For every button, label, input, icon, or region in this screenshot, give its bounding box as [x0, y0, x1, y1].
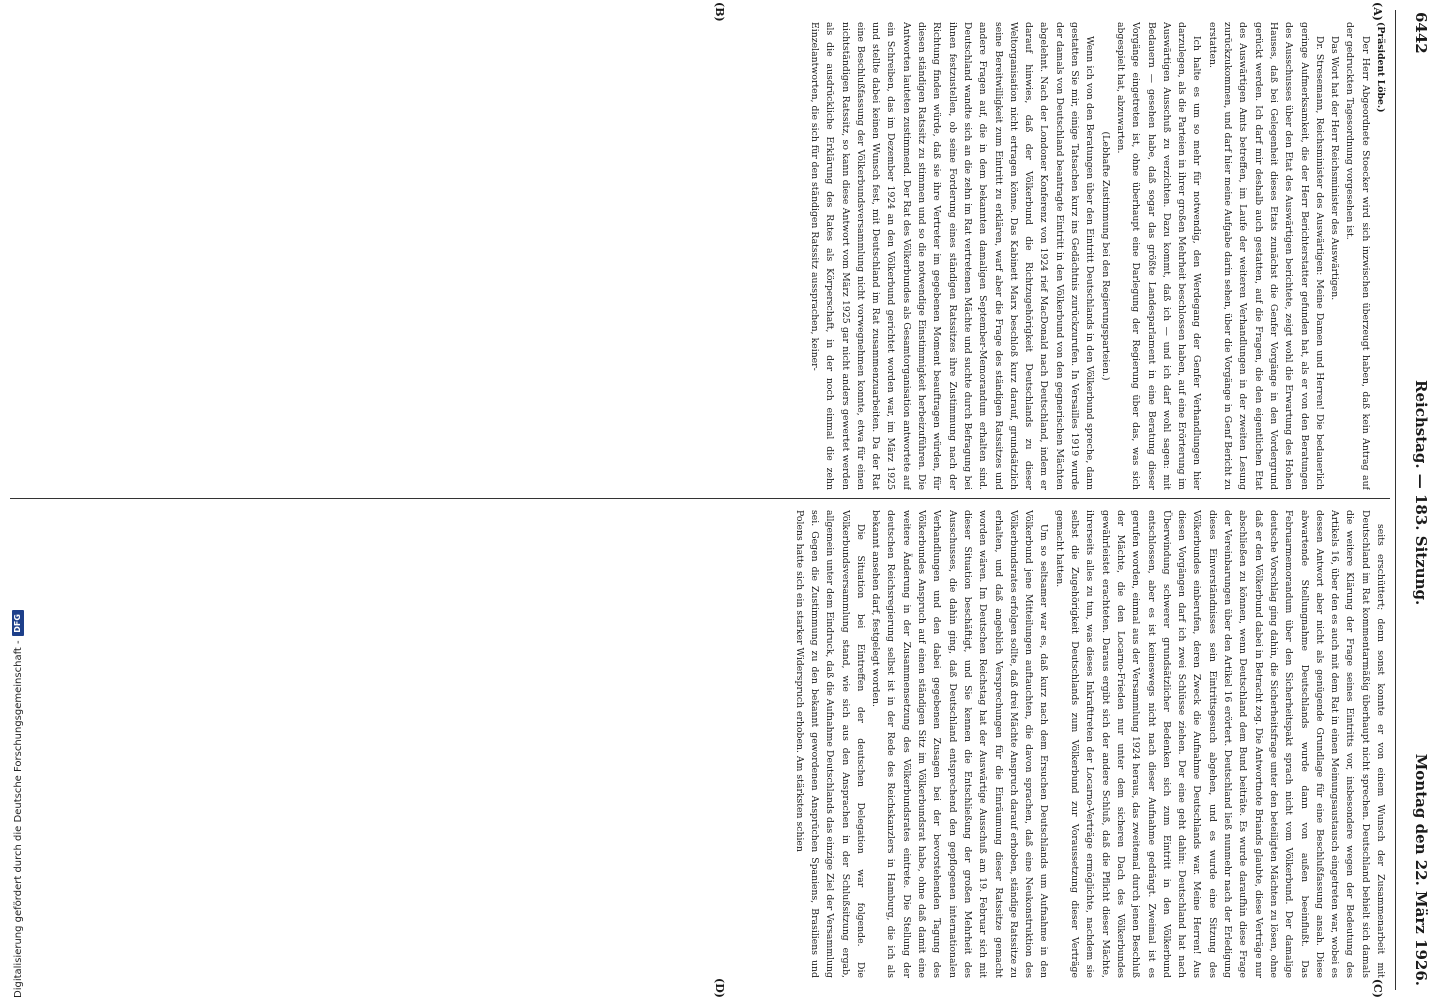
left-column — [8, 22, 1388, 490]
paragraph: Ich halte es um so mehr für notwendig, den Werdegang der Genfer Verhandlungen hier darzulegen, als die Parteien in ihrer großen Mehrheit beschlossen haben, auf eine Erörterung im Auswärtigen Ausschuß zu verzichten. Dazu kommt, daß ich — und ich darf wohl sagen: mit Bedauern — gesehen habe, daß sogar das größte Landesparlament in eine Beratung dieser Vorgänge eingetreten ist, ohne überhaupt eine Darlegung der Regierung über das, was sich abgespielt hat, abzuwarten. — [1114, 22, 1203, 490]
paragraph: Das Wort hat der Herr Reichsminister des Auswärtigen. — [1329, 36, 1341, 301]
credit-text: Digitalisierung gefördert durch die Deutsche Forschungsgemeinschaft - — [12, 640, 24, 998]
paragraph: (Präsident Löbe.) — [1375, 22, 1386, 113]
margin-marker-d: (D) — [713, 978, 726, 998]
header-center: Reichstag. — 183. Sitzung. — [1412, 380, 1430, 606]
margin-marker-c: (C) — [1371, 978, 1384, 998]
paragraph: Um so seltsamer war es, daß kurz nach dem Ersuchen Deutschlands um Aufnahme in den Völkerbund jene Mitteilungen auftauchten, die davon sprachen, daß eine Neukonstruktion des Völkerbundsrates erfolgen sollte, daß drei Mächte Anspruch darauf erhoben, ständige Ratssitze zu erhalten, und daß angeblich Versprechungen für die Einräumung dieser Ratssitze gemacht worden wären. Im Deutschen Reichstag hat der Auswärtige Ausschuß am 19. Februar sich mit dieser Situation beschäftigt, und Sie kennen die Entschließung der großen Mehrheit des Ausschusses, die dahin ging, daß Deutschland entsprechend den gepflogenen internationalen Verhandlungen und den dabei gegebenen Zusagen bei der bevorstehenden Tagung des Völkerbundes Anspruch auf einen ständigen Sitz im Völkerbundsrat habe, ohne daß damit eine weitere Änderung in der Zusammensetzung des Völkerbundsrates eintrete. Die Stellung der deutschen Reichsregierung selbst ist in der Rede des Reichskanzlers in Hamburg, die ich als bekannt ansehen darf, festgelegt worden. — [870, 510, 1050, 978]
paragraph: Die Situation bei Eintreffen der deutschen Delegation war folgende. Die Völkerbundsversammlung stand, wie sich aus den Ansprachen in der Schlußsitzung ergab, allgemein unter dem Eindruck, daß die Aufnahme Deutschlands das einzige Ziel der Versammlung sei. Gegen die Zustimmung zu den bekannt gewordenen Ansprüchen Spaniens, Brasiliens und Polens hatte sich ein starker Widerspruch erhoben. Am stärksten schien — [793, 510, 866, 978]
header-date: Montag den 22. März 1926. — [1412, 753, 1430, 986]
right-column — [8, 510, 1388, 978]
header-rule — [1395, 10, 1396, 990]
dfg-logo: DFG — [12, 610, 24, 636]
column-rule — [10, 498, 1390, 499]
paragraph: Dr. Stresemann, Reichsminister des Auswärtigen: Meine Damen und Herren! Die bedauerlich geringe Aufmerksamkeit, die der Herr Berichterstatter gefunden hat, als er von den Beratungen des Ausschusses über den Etat des Auswärtigen berichtete, zeigt wohl die Erwartung des Hohen Hauses, daß bei Gelegenheit dieses Etats zunächst die Genfer Vorgänge in den Vordergrund gerückt werden. Ich darf mir deshalb auch gestatten, auf die Fragen, die den eigentlichen Etat des Auswärtigen Amts betreffen, im Laufe der weiteren Verhandlungen in der zweiten Lesung zurückzukommen, und darf hier meine Aufgabe darin sehen, über die Vorgänge in Genf Bericht zu erstatten. — [1206, 22, 1325, 490]
paragraph: (Lebhafte Zustimmung bei den Regierungsparteien.) — [1099, 131, 1111, 381]
page-number: 6442 — [1412, 12, 1430, 54]
paragraph: seits erschüttert; denn sonst konnte er von einem Wunsch der Zusammenarbeit mit Deutschland im Rat kommentarmäßig überhaupt nicht sprechen. Deutschland behielt sich damals die weitere Klärung der Frage seines Eintritts vor, insbesondere wegen der Bedeutung des Artikels 16, über den es auch mit dem Rat in einen Meinungsaustausch eingetreten war, wobei es dessen Antwort aber nicht als genügende Grundlage für eine Beschlußfassung ansah. Diese abwartende Stellungnahme Deutschlands wurde dann von außen beeinflußt. Das Februarmemorandum über den Sicherheitspakt sprach nicht vom Völkerbund. Der damalige deutsche Vorschlag ging dahin, die Sicherheitsfrage unter den beteiligten Mächten zu lösen, ohne daß er den Völkerbund dabei in Betracht zog. Die Antwortnote Briands glaubte, diese Verträge nur abschließen zu können, wenn Deutschland dem Bund beiträte. Es wurde daraufhin diese Frage der Vereinbarungen über den Artikel 16 erörtert. Deutschland ließ nunmehr nach der Erledigung dieses Einverständnisses sein Eintrittsgesuch abgehen, und es wurde eine Sitzung des Völkerbundes einberufen, deren Zweck die Aufnahme Deutschlands war. Meine Herren! Aus diesen Vorgängen darf ich zwei Schlüsse ziehen. Der eine geht dahin: Deutschland hat nach Überwindung schwerer grundsätzlicher Bedenken sich zum Eintritt in den Völkerbund entschlossen, aber es ist keineswegs nicht nach dieser Aufnahme gedrängt. Zweimal ist es gerufen worden, einmal aus der Versammlung 1924 heraus, das zweitemal durch jenen Beschluß der Mächte, die den Locarno-Frieden nur unter dem sicheren Dach des Völkerbundes gewährleistet erachteten. Daraus ergibt sich der andere Schluß, daß die Pflicht dieser Mächte, ihrerseits alles zu tun, was dieses Inkrafttreten der Locarno-Verträge ermöglichte, nachdem sie selbst die Zugehörigkeit Deutschlands zum Völkerbund zur Voraussetzung dieser Verträge gemacht hatten. — [1053, 510, 1386, 978]
margin-marker-a: (A) — [1371, 2, 1384, 21]
credit-strip — [12, 610, 24, 998]
paragraph: Der Herr Abgeordnete Stoecker wird sich inzwischen überzeugt haben, daß kein Antrag auf der gedruckten Tagesordnung vorgesehen ist. — [1344, 22, 1371, 490]
paragraph: Wenn ich von den Beratungen über den Eintritt Deutschlands in den Völkerbund spreche, dann gestatten Sie mir, einige Tatsachen kurz ins Gedächtnis zurückzurufen. In Versailles 1919 wurde der damals von Deutschland beantragte Eintritt in den Völkerbund von den gegnerischen Mächten abgelehnt. Nach der Londoner Konferenz von 1924 rief MacDonald nach Deutschland, indem er darauf hinwies, daß der Völkerbund die Richtzugehörigkeit Deutschlands zu dieser Weltorganisation nicht ertragen könne. Das Kabinett Marx beschloß kurz darauf, grundsätzlich seine Bereitwilligkeit zum Eintritt zu erklären, warf aber die Frage des ständigen Ratssitzes und andere Fragen auf, die in dem bekannten damaligen September-Memorandum erhalten sind. Deutschland wandte sich an die zehn im Rat vertretenen Mächte und suchte durch Befragung bei ihnen festzustellen, ob seine Forderung eines ständigen Ratssitzes ihre Zustimmung nach der Richtung finden würde, daß sie ihre Vertreter im gegebenen Moment beauftragen würden, für diesen ständigen Ratssitz zu stimmen und so die notwendige Einstimmigkeit herbeizuführen. Die Antworten lauteten zustimmend. Der Rat des Völkerbundes als Gesamtorganisation antwortete auf ein Schreiben, das im Dezember 1924 an den Völkerbund gerichtet worden war, im März 1925 und stellte dabei keinen Wunsch fest, mit Deutschland im Rat zusammenzuarbeiten. Da der Rat eine Beschlußfassung der Völkerbundsversammlung nicht vorwegnehmen konnte, etwa für einen nichtständigen Ratssitz, so kann diese Antwort vom März 1925 gar nicht anders gewertet werden als die ausdrückliche Erklärung des Rates als Körperschaft, in der noch einmal die zehn Einzelantworten, die sich für den ständigen Ratssitz aussprachen, keiner- — [809, 22, 1096, 490]
margin-marker-b: (B) — [713, 2, 726, 22]
